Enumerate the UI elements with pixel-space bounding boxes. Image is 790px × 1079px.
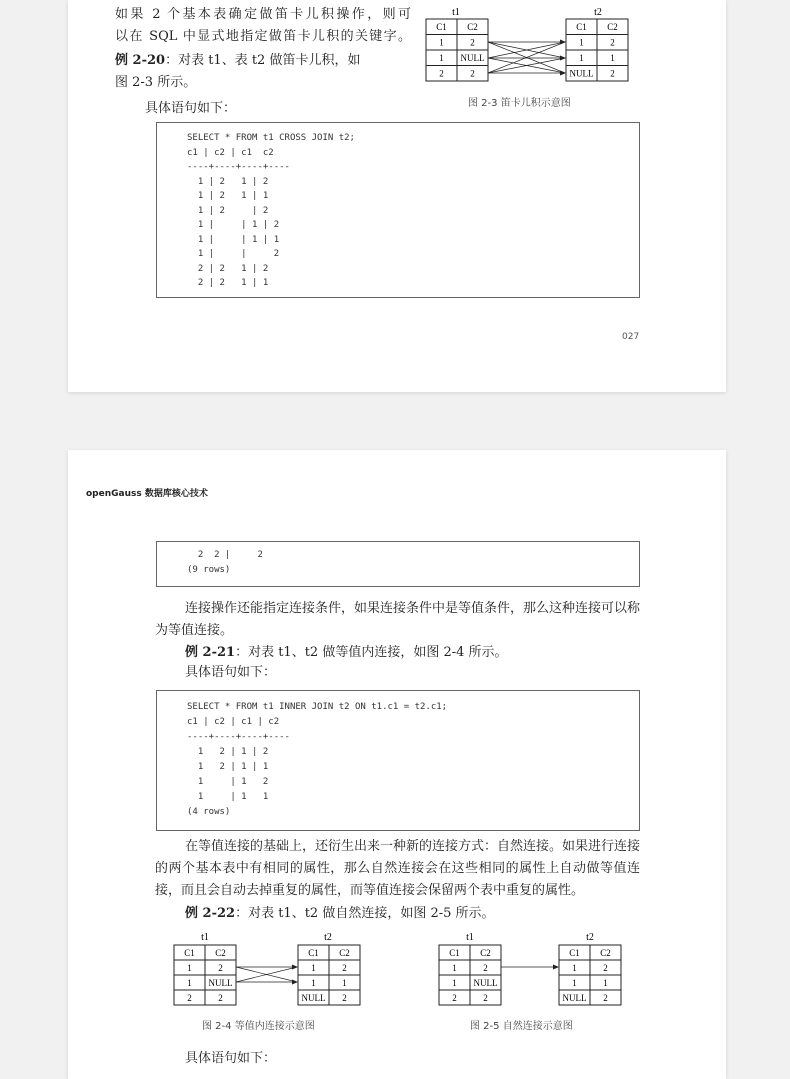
arrow-heads <box>560 40 566 76</box>
arrow-heads <box>292 965 298 985</box>
code-line: SELECT * FROM t1 CROSS JOIN t2; <box>187 133 355 143</box>
code-line: 1 2 | 1 | 2 <box>187 747 269 757</box>
t2-cell: C1 <box>308 948 319 958</box>
t1-cell: 1 <box>187 963 192 973</box>
figure-2-4-equi-join <box>170 930 370 1008</box>
table-t2 <box>566 19 628 81</box>
t1-cell: 1 <box>452 963 457 973</box>
t1-cell: C1 <box>184 948 195 958</box>
table-t1 <box>426 19 488 81</box>
t2-cell: 1 <box>610 53 615 63</box>
syntax-intro: 具体语句如下： <box>145 101 237 116</box>
t1-cell: 2 <box>470 68 475 79</box>
example-line-2: 图 2-3 所示。 <box>115 75 197 90</box>
t2-label: t2 <box>324 932 332 943</box>
code-line: c1 | c2 | c1 | c2 <box>187 717 280 727</box>
t2-cell: C1 <box>569 948 580 958</box>
code-line: 1 | | 1 | 2 <box>187 220 280 230</box>
code-line: c1 | c2 | c1 c2 <box>187 148 274 158</box>
t1-cell: C2 <box>480 948 491 958</box>
code-line: ----+----+----+---- <box>187 732 290 742</box>
code-line: 1 | | 1 | 1 <box>187 235 280 245</box>
t1-cell: 2 <box>483 963 488 973</box>
t1-label: t1 <box>466 932 474 943</box>
t2-label: t2 <box>586 932 594 943</box>
t2-cell: 2 <box>342 993 347 1003</box>
t2-cell: NULL <box>562 993 587 1003</box>
code-line: ----+----+----+---- <box>187 162 290 172</box>
t2-label: t2 <box>594 7 602 18</box>
t1-cell: C1 <box>436 22 447 32</box>
example-label: 例 2-21 <box>185 645 236 660</box>
t2-cell: 1 <box>572 963 577 973</box>
t2-cell: 1 <box>311 963 316 973</box>
code-line: 2 | 2 1 | 1 <box>187 278 269 288</box>
para2-line-1: 在等值连接的基础上，还衍生出来一种新的连接方式：自然连接。如果进行连接 <box>185 839 641 854</box>
t1-cell: C2 <box>467 22 478 32</box>
code-block-continued <box>156 541 640 587</box>
code-line: 1 | 2 | 2 <box>187 206 269 216</box>
t2-cell: 1 <box>342 978 347 988</box>
example-text: ：对表 t1、t2 做等值内连接，如图 2-4 所示。 <box>235 645 508 660</box>
t1-label: t1 <box>452 7 460 18</box>
table-t2 <box>559 945 621 1005</box>
book-page-28 <box>68 450 726 1079</box>
join-arrows <box>236 967 297 982</box>
t2-cell: 2 <box>603 993 608 1003</box>
figure-2-5-caption: 图 2-5 自然连接示意图 <box>470 1021 573 1032</box>
t1-cell: C1 <box>449 948 460 958</box>
t1-cell: 2 <box>452 993 457 1003</box>
t2-cell: NULL <box>301 993 326 1003</box>
t1-cell: 2 <box>470 37 475 48</box>
t2-cell: C1 <box>576 22 587 32</box>
code-line: 1 | | 2 <box>187 249 280 259</box>
t1-cell: 2 <box>187 993 192 1003</box>
t1-cell: NULL <box>208 978 233 988</box>
syntax-intro-2: 具体语句如下： <box>185 1051 277 1066</box>
code-line: 1 | 1 1 <box>187 792 269 802</box>
code-block-inner-join <box>156 690 640 831</box>
table-t2 <box>298 945 360 1005</box>
code-line: (9 rows) <box>187 565 231 575</box>
cross-arrows <box>488 42 565 73</box>
t2-cell: 2 <box>610 68 615 79</box>
t1-cell: 1 <box>187 978 192 988</box>
figure-2-3-caption: 图 2-3 笛卡儿积示意图 <box>468 98 571 109</box>
example-label: 例 2-20 <box>115 53 166 68</box>
running-header: openGauss 数据库核心技术 <box>86 489 208 499</box>
code-line: 1 | 1 2 <box>187 777 269 787</box>
t1-cell: 1 <box>452 978 457 988</box>
example-2-22 <box>185 903 495 925</box>
example-2-20 <box>115 50 360 72</box>
arrow-head <box>553 965 559 970</box>
code-block-cross-join <box>156 122 640 298</box>
t1-cell: 2 <box>483 993 488 1003</box>
example-text: ：对表 t1、表 t2 做笛卡儿积，如 <box>165 53 361 68</box>
t1-cell: 2 <box>439 68 444 79</box>
t1-cell: 2 <box>218 963 223 973</box>
figure-2-3-cartesian <box>422 4 632 84</box>
t1-label: t1 <box>201 932 209 943</box>
t2-cell: 1 <box>579 53 584 63</box>
code-line: SELECT * FROM t1 INNER JOIN t2 ON t1.c1 = t2.c1; <box>187 702 448 712</box>
t2-cell: NULL <box>569 68 594 79</box>
code-line: (4 rows) <box>187 807 231 817</box>
t2-cell: 2 <box>603 963 608 973</box>
t1-cell: NULL <box>460 53 485 63</box>
example-text: ：对表 t1、t2 做自然连接，如图 2-5 所示。 <box>235 906 495 921</box>
intro-line-1: 如果 2 个基本表确定做笛卡儿积操作，则可 <box>115 7 411 22</box>
para2-line-3: 接，而且会自动去掉重复的属性，而等值连接会保留两个表中重复的属性。 <box>155 883 585 898</box>
code-line: 1 | 2 1 | 2 <box>187 177 269 187</box>
page-number: 027 <box>622 332 640 342</box>
code-line: 2 2 | 2 <box>187 550 263 560</box>
code-line: 1 | 2 1 | 1 <box>187 191 269 201</box>
table-t1 <box>439 945 501 1005</box>
t2-cell: 1 <box>579 37 584 48</box>
book-page-27 <box>68 0 726 392</box>
t1-cell: NULL <box>473 978 498 988</box>
t1-cell: 1 <box>439 53 444 63</box>
syntax-intro: 具体语句如下： <box>185 665 277 680</box>
t1-cell: C2 <box>215 948 226 958</box>
code-line: 2 | 2 1 | 2 <box>187 264 269 274</box>
para1-line-2: 为等值连接。 <box>155 623 234 638</box>
t1-cell: 1 <box>439 37 444 48</box>
table-t1 <box>174 945 236 1005</box>
code-line: 1 2 | 1 | 1 <box>187 762 269 772</box>
t2-cell: 1 <box>572 978 577 988</box>
t1-cell: 2 <box>218 993 223 1003</box>
figure-2-5-natural-join <box>435 930 635 1008</box>
intro-line-2: 以在 SQL 中显式地指定做笛卡儿积的关键字。 <box>115 29 411 44</box>
t2-cell: 1 <box>603 978 608 988</box>
t2-cell: 2 <box>342 963 347 973</box>
figure-2-4-caption: 图 2-4 等值内连接示意图 <box>202 1021 315 1032</box>
t2-cell: C2 <box>339 948 350 958</box>
example-2-21 <box>185 642 508 664</box>
t2-cell: C2 <box>607 22 618 32</box>
example-label: 例 2-22 <box>185 906 236 921</box>
t2-cell: 1 <box>311 978 316 988</box>
t2-cell: C2 <box>600 948 611 958</box>
para1-line-1: 连接操作还能指定连接条件，如果连接条件中是等值条件，那么这种连接可以称 <box>185 601 641 616</box>
t2-cell: 2 <box>610 37 615 48</box>
para2-line-2: 的两个基本表中有相同的属性，那么自然连接会在这些相同的属性上自动做等值连 <box>155 861 640 876</box>
